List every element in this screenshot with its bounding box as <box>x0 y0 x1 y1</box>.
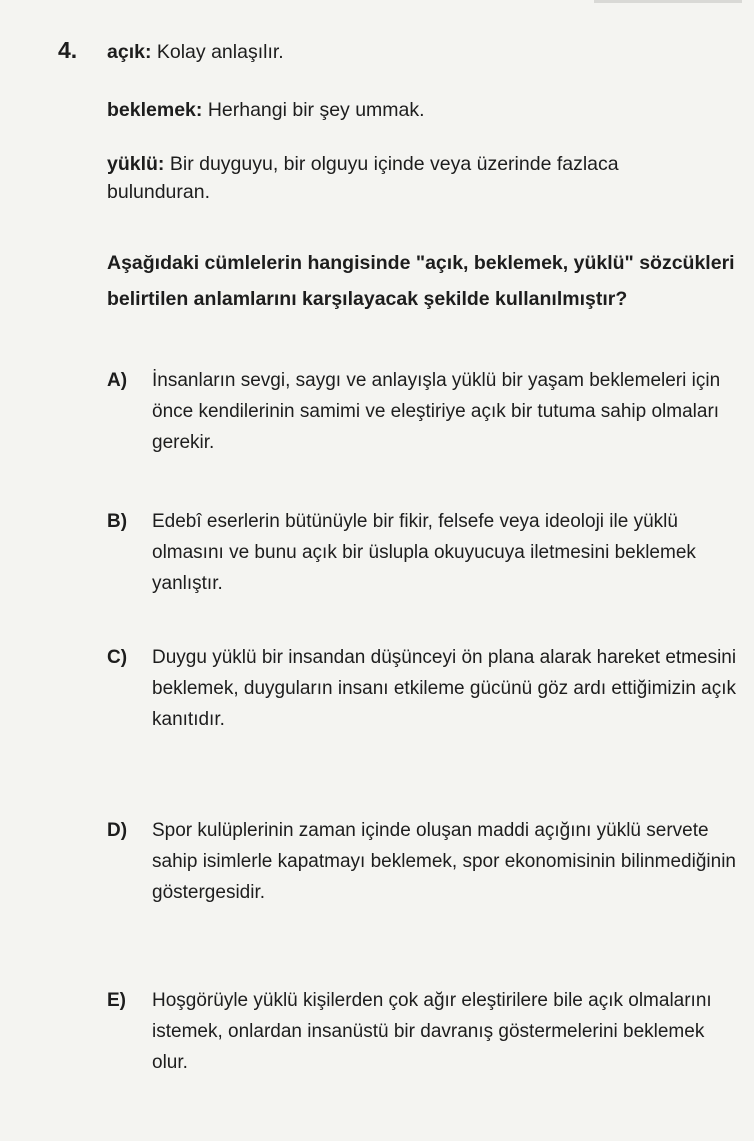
definition-term: yüklü: <box>107 153 165 175</box>
option-text: Duygu yüklü bir insandan düşünceyi ön plana alarak hareket etmesini beklemek, duyguların insanı etkileme gücünü göz ardı ettiğimizin açık kanıtıdır. <box>152 647 737 730</box>
option-e[interactable] <box>107 985 737 1078</box>
option-letter: E) <box>107 990 126 1011</box>
option-text: Spor kulüplerinin zaman içinde oluşan maddi açığını yüklü servete sahip isimlerle kapatmayı beklemek, spor ekonomisinin bilinmediğinin göstergesidir. <box>152 820 736 903</box>
definition-term: beklemek: <box>107 99 203 121</box>
option-b[interactable] <box>107 506 737 599</box>
option-c[interactable] <box>107 642 737 735</box>
option-letter: B) <box>107 511 128 532</box>
question-number: 4. <box>58 37 78 63</box>
option-letter: D) <box>107 820 128 841</box>
definition-meaning: Bir duyguyu, bir olguyu içinde veya üzerinde fazlaca bulunduran. <box>107 153 619 203</box>
option-a[interactable] <box>107 365 737 458</box>
option-letter: A) <box>107 370 128 391</box>
option-letter: C) <box>107 647 128 668</box>
option-text: İnsanların sevgi, saygı ve anlayışla yüklü bir yaşam beklemeleri için önce kendilerinin samimi ve eleştiriye açık bir tutuma sahip olmaları gerekir. <box>152 370 721 453</box>
definition-meaning: Kolay anlaşılır. <box>156 41 284 63</box>
scan-edge-mark <box>594 0 742 3</box>
definition-beklemek <box>107 96 425 124</box>
question-stem: Aşağıdaki cümlelerin hangisinde "açık, beklemek, yüklü" sözcükleri belirtilen anlamlarını karşılayacak şekilde kullanılmıştır? <box>107 252 735 310</box>
option-text: Hoşgörüyle yüklü kişilerden çok ağır eleştirilere bile açık olmalarını istemek, onlardan insanüstü bir davranış göstermelerini beklemek olur. <box>152 990 712 1073</box>
option-text: Edebî eserlerin bütünüyle bir fikir, felsefe veya ideoloji ile yüklü olmasını ve bunu açık bir üslupla okuyucuya iletmesini beklemek yanlıştır. <box>152 511 696 594</box>
definition-term: açık: <box>107 41 152 63</box>
definition-meaning: Herhangi bir şey ummak. <box>207 99 425 121</box>
definition-yuklu <box>107 150 727 206</box>
definition-acik <box>107 38 284 66</box>
option-d[interactable] <box>107 815 737 908</box>
